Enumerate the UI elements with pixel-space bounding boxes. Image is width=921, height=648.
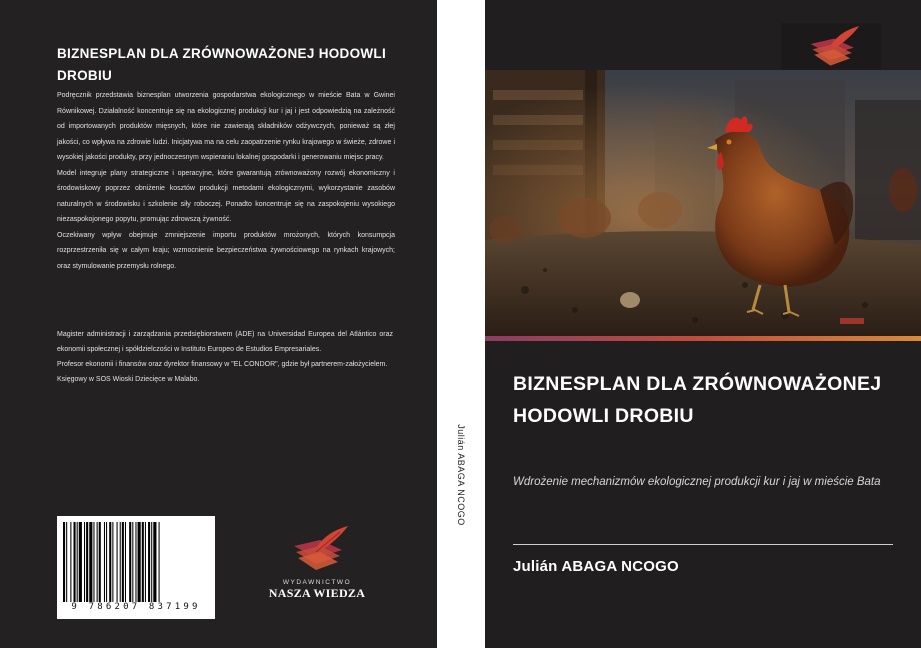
spine xyxy=(437,0,485,648)
divider xyxy=(513,544,893,545)
back-cover-description xyxy=(57,88,395,274)
barcode-bar xyxy=(86,522,88,602)
barcode-bar xyxy=(77,522,78,602)
barcode-bar xyxy=(117,522,118,602)
bio-paragraph: Księgowy w SOS Wioski Dziecięce w Malabo. xyxy=(57,376,200,383)
spine-author: Julián ABAGA NCOGO xyxy=(456,424,466,526)
barcode-bar xyxy=(125,522,126,602)
barcode-bar xyxy=(145,522,146,602)
barcode-bar xyxy=(129,522,131,602)
description-paragraph: Podręcznik przedstawia biznesplan utworzenia gospodarstwa ekologicznego w mieście Bata w Gwinei Równikowej. Działalność koncentruje się na ekologicznej produkcji kur i jaj i jest odpowiedzią na zależność od importowanych produktów mięsnych, które nie zawierają składników odżywczych, ponieważ są złej jakości, co wpływa na zdrowie ludzi. Inicjatywa ma na celu zaopatrzenie rynku krajowego w świeże, zdrowe i wysokiej jakości produkty, przy jednoczesnym wspieraniu lokalnej gospodarki i generowaniu miejsc pracy. xyxy=(57,92,395,161)
barcode-bar xyxy=(99,522,101,602)
barcode-bar xyxy=(151,522,152,602)
barcode-bar xyxy=(109,522,111,602)
bio-paragraph: Magister administracji i zarządzania przedsiębiorstwem (ADE) na Universidad Europea del Atlántico oraz ekonomii społecznej i spółdzielczości w Instituto Europeo de Estudios Empresariales. xyxy=(57,331,393,353)
barcode-bar xyxy=(153,522,156,602)
front-cover-subtitle: Wdrożenie mechanizmów ekologicznej produkcji kur i jaj w mieście Bata xyxy=(513,476,881,488)
barcode-bar xyxy=(112,522,113,602)
accent-stripe xyxy=(485,336,921,341)
description-paragraph: Oczekiwany wpływ obejmuje zmniejszenie importu produktów mrożonych, których konsumpcja rozprzestrzeniła się w całym kraju; wzmocnienie bezpieczeństwa żywnościowego na rynkach krajowych; oraz stymulowanie przemysłu rolnego. xyxy=(57,231,395,270)
barcode-bar xyxy=(70,522,71,602)
book-feather-icon xyxy=(781,23,881,69)
barcode-bar xyxy=(138,522,141,602)
book-feather-icon xyxy=(262,522,372,574)
barcode-bar xyxy=(135,522,136,602)
bio-paragraph: Profesor ekonomii i finansów oraz dyrektor finansowy w "EL CONDOR", gdzie był partnerem-założycielem. xyxy=(57,361,388,368)
barcode-bar xyxy=(66,522,67,602)
barcode-bars xyxy=(61,522,211,602)
description-paragraph: Model integruje plany strategiczne i operacyjne, które gwarantują zrównoważony rozwój ekonomiczny i środowiskowy poprzez obniżenie kosztów produkcji metodami ekologicznymi, wykorzystanie zasobów naturalnych w środowisku i szkolenie siły roboczej. Ponadto koncentruje się na zaspokojeniu wysokiego niezaspokojonego popytu, promując zdrowszą żywność. xyxy=(57,169,395,223)
publisher-label: WYDAWNICTWO xyxy=(282,579,352,586)
barcode-bar xyxy=(89,522,92,602)
barcode-bar xyxy=(142,522,144,602)
isbn-digits: 9 786207 837199 xyxy=(71,602,201,612)
barcode-bar xyxy=(74,522,76,602)
front-cover-author: Julián ABAGA NCOGO xyxy=(513,558,679,575)
front-cover-title: BIZNESPLAN DLA ZRÓWNOWAŻONEJ HODOWLI DROBIU xyxy=(513,373,882,427)
publisher-logo-back xyxy=(262,522,372,602)
barcode-bar xyxy=(120,522,121,602)
barcode-bar xyxy=(97,522,98,602)
barcode-bar xyxy=(63,522,65,602)
back-cover-title: BIZNESPLAN DLA ZRÓWNOWAŻONEJ HODOWLI DROBIU xyxy=(57,46,387,83)
barcode-bar xyxy=(148,522,150,602)
isbn-barcode xyxy=(57,516,215,619)
publisher-name: NASZA WIEDZA xyxy=(268,586,366,600)
barcode-bar xyxy=(104,522,105,602)
cover-photo-hen xyxy=(485,70,921,336)
barcode-bar xyxy=(159,522,160,602)
barcode-bar xyxy=(106,522,107,602)
barcode-bar xyxy=(84,522,85,602)
barcode-bar xyxy=(79,522,82,602)
barcode-bar xyxy=(122,522,124,602)
barcode-bar xyxy=(132,522,133,602)
barcode-bar xyxy=(93,522,94,602)
author-bio xyxy=(57,327,393,387)
